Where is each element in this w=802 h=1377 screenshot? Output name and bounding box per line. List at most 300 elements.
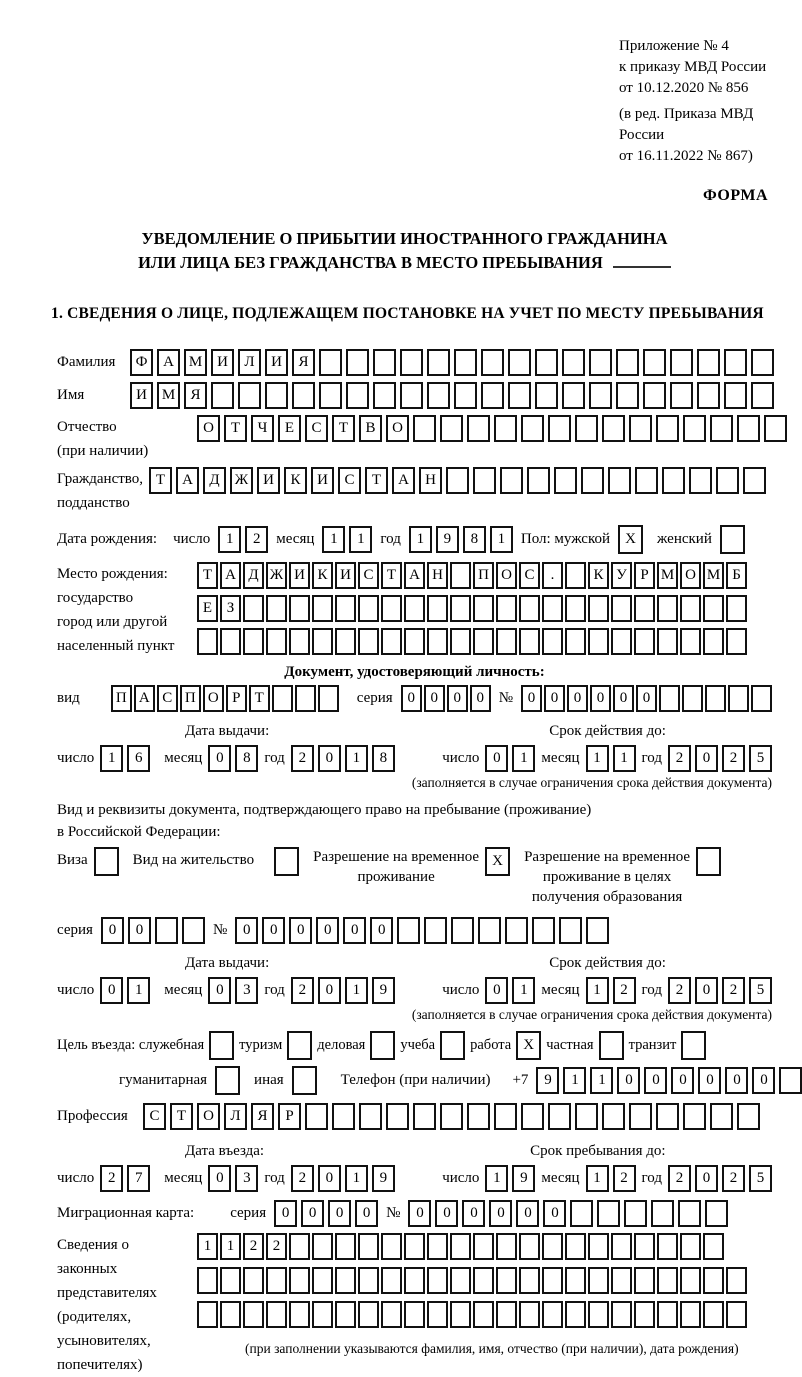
char-box[interactable] (634, 1233, 655, 1260)
char-box[interactable]: 1 (586, 1165, 609, 1192)
char-box[interactable] (450, 595, 471, 622)
char-box[interactable]: 0 (343, 917, 366, 944)
char-box[interactable] (400, 382, 423, 409)
char-box[interactable]: 0 (355, 1200, 378, 1227)
char-box[interactable]: 1 (218, 526, 241, 553)
char-box[interactable]: С (305, 415, 328, 442)
char-box[interactable] (496, 1301, 517, 1328)
char-box[interactable]: С (358, 562, 379, 589)
char-box[interactable]: К (312, 562, 333, 589)
char-box[interactable] (427, 628, 448, 655)
char-box[interactable] (532, 917, 555, 944)
char-box[interactable] (346, 349, 369, 376)
char-box[interactable] (559, 917, 582, 944)
char-box[interactable] (289, 628, 310, 655)
char-box[interactable]: 0 (447, 685, 468, 712)
char-box[interactable]: Я (184, 382, 207, 409)
char-box[interactable]: П (180, 685, 201, 712)
char-box[interactable] (312, 1267, 333, 1294)
char-box[interactable] (726, 1267, 747, 1294)
char-box[interactable] (565, 1267, 586, 1294)
char-box[interactable] (243, 1267, 264, 1294)
char-box[interactable] (726, 595, 747, 622)
char-box[interactable] (358, 1233, 379, 1260)
char-box[interactable]: 1 (613, 745, 636, 772)
char-box[interactable] (657, 628, 678, 655)
char-box[interactable] (689, 467, 712, 494)
char-box[interactable]: К (284, 467, 307, 494)
char-box[interactable] (238, 382, 261, 409)
char-box[interactable]: 0 (636, 685, 657, 712)
char-box[interactable] (413, 415, 436, 442)
char-box[interactable]: 2 (291, 977, 314, 1004)
char-box[interactable]: 0 (543, 1200, 566, 1227)
char-box[interactable]: Т (224, 415, 247, 442)
char-box[interactable] (496, 1267, 517, 1294)
char-box[interactable]: 0 (101, 917, 124, 944)
char-box[interactable] (312, 1301, 333, 1328)
char-box[interactable]: 1 (490, 526, 513, 553)
char-box[interactable] (716, 467, 739, 494)
char-box[interactable] (243, 1301, 264, 1328)
char-box[interactable] (370, 1031, 395, 1060)
char-box[interactable] (521, 415, 544, 442)
char-box[interactable] (197, 1267, 218, 1294)
char-box[interactable]: О (386, 415, 409, 442)
char-box[interactable]: И (211, 349, 234, 376)
char-box[interactable]: Р (634, 562, 655, 589)
char-box[interactable] (243, 628, 264, 655)
char-box[interactable]: Ж (266, 562, 287, 589)
char-box[interactable] (473, 628, 494, 655)
char-box[interactable] (737, 1103, 760, 1130)
char-box[interactable] (427, 349, 450, 376)
char-box[interactable]: 2 (291, 745, 314, 772)
char-box[interactable] (404, 595, 425, 622)
char-box[interactable] (220, 1267, 241, 1294)
char-box[interactable] (209, 1031, 234, 1060)
char-box[interactable]: Ж (230, 467, 253, 494)
char-box[interactable] (450, 562, 471, 589)
char-box[interactable]: 9 (372, 977, 395, 1004)
char-box[interactable] (703, 1233, 724, 1260)
char-box[interactable]: 3 (235, 1165, 258, 1192)
char-box[interactable]: Е (197, 595, 218, 622)
char-box[interactable]: 1 (590, 1067, 613, 1094)
char-box[interactable] (589, 349, 612, 376)
char-box[interactable]: 8 (463, 526, 486, 553)
char-box[interactable] (751, 349, 774, 376)
char-box[interactable]: О (680, 562, 701, 589)
char-box[interactable] (266, 628, 287, 655)
char-box[interactable] (295, 685, 316, 712)
char-box[interactable] (446, 467, 469, 494)
char-box[interactable] (602, 1103, 625, 1130)
char-box[interactable]: Т (197, 562, 218, 589)
char-box[interactable] (292, 382, 315, 409)
char-box[interactable]: 0 (289, 917, 312, 944)
char-box[interactable] (481, 382, 504, 409)
char-box[interactable] (473, 1233, 494, 1260)
char-box[interactable]: 0 (424, 685, 445, 712)
char-box[interactable]: 6 (127, 745, 150, 772)
char-box[interactable] (680, 1233, 701, 1260)
char-box[interactable] (624, 1200, 647, 1227)
char-box[interactable] (381, 595, 402, 622)
char-box[interactable] (527, 467, 550, 494)
char-box[interactable]: Я (251, 1103, 274, 1130)
char-box[interactable]: 2 (668, 745, 691, 772)
char-box[interactable] (440, 1103, 463, 1130)
char-box[interactable]: 2 (722, 745, 745, 772)
char-box[interactable] (481, 349, 504, 376)
char-box[interactable]: 1 (586, 745, 609, 772)
char-box[interactable] (197, 628, 218, 655)
char-box[interactable] (643, 382, 666, 409)
char-box[interactable]: 2 (266, 1233, 287, 1260)
char-box[interactable] (519, 1233, 540, 1260)
char-box[interactable]: А (392, 467, 415, 494)
char-box[interactable]: 0 (521, 685, 542, 712)
char-box[interactable]: 1 (220, 1233, 241, 1260)
char-box[interactable]: П (473, 562, 494, 589)
char-box[interactable] (681, 1031, 706, 1060)
char-box[interactable] (220, 1301, 241, 1328)
char-box[interactable] (450, 1267, 471, 1294)
char-box[interactable] (565, 1233, 586, 1260)
char-box[interactable] (542, 1233, 563, 1260)
char-box[interactable] (519, 628, 540, 655)
char-box[interactable]: 1 (197, 1233, 218, 1260)
char-box[interactable] (289, 1233, 310, 1260)
char-box[interactable]: И (130, 382, 153, 409)
char-box[interactable]: 0 (301, 1200, 324, 1227)
char-box[interactable]: Ф (130, 349, 153, 376)
char-box[interactable] (473, 1267, 494, 1294)
char-box[interactable] (548, 1103, 571, 1130)
char-box[interactable]: А (404, 562, 425, 589)
char-box[interactable]: 1 (563, 1067, 586, 1094)
char-box[interactable] (373, 349, 396, 376)
char-box[interactable] (332, 1103, 355, 1130)
char-box[interactable]: А (220, 562, 241, 589)
char-box[interactable]: 3 (235, 977, 258, 1004)
char-box[interactable] (318, 685, 339, 712)
char-box[interactable] (611, 1301, 632, 1328)
char-box[interactable] (548, 415, 571, 442)
char-box[interactable] (521, 1103, 544, 1130)
char-box[interactable] (305, 1103, 328, 1130)
char-box[interactable]: X (516, 1031, 541, 1060)
char-box[interactable] (588, 595, 609, 622)
char-box[interactable]: 0 (462, 1200, 485, 1227)
char-box[interactable] (542, 595, 563, 622)
char-box[interactable] (381, 1233, 402, 1260)
char-box[interactable] (751, 382, 774, 409)
char-box[interactable]: А (134, 685, 155, 712)
char-box[interactable] (535, 349, 558, 376)
char-box[interactable]: 0 (208, 977, 231, 1004)
char-box[interactable] (565, 628, 586, 655)
char-box[interactable] (508, 382, 531, 409)
char-box[interactable] (427, 1301, 448, 1328)
char-box[interactable]: 5 (749, 745, 772, 772)
char-box[interactable] (358, 595, 379, 622)
char-box[interactable]: 5 (749, 1165, 772, 1192)
char-box[interactable]: 2 (613, 1165, 636, 1192)
char-box[interactable] (404, 628, 425, 655)
char-box[interactable]: Р (226, 685, 247, 712)
char-box[interactable] (467, 415, 490, 442)
char-box[interactable]: Т (365, 467, 388, 494)
char-box[interactable] (400, 349, 423, 376)
char-box[interactable] (680, 1301, 701, 1328)
char-box[interactable] (643, 349, 666, 376)
char-box[interactable]: 0 (100, 977, 123, 1004)
char-box[interactable] (678, 1200, 701, 1227)
char-box[interactable] (450, 628, 471, 655)
char-box[interactable]: 0 (485, 745, 508, 772)
char-box[interactable]: . (542, 562, 563, 589)
char-box[interactable] (616, 349, 639, 376)
char-box[interactable] (312, 595, 333, 622)
char-box[interactable] (608, 467, 631, 494)
char-box[interactable] (611, 595, 632, 622)
char-box[interactable] (381, 1301, 402, 1328)
char-box[interactable]: В (359, 415, 382, 442)
char-box[interactable] (404, 1267, 425, 1294)
char-box[interactable] (289, 595, 310, 622)
char-box[interactable] (634, 628, 655, 655)
char-box[interactable] (508, 349, 531, 376)
char-box[interactable] (657, 1267, 678, 1294)
char-box[interactable]: 1 (409, 526, 432, 553)
char-box[interactable] (500, 467, 523, 494)
char-box[interactable]: Т (170, 1103, 193, 1130)
char-box[interactable]: 0 (128, 917, 151, 944)
char-box[interactable] (597, 1200, 620, 1227)
char-box[interactable] (197, 1301, 218, 1328)
char-box[interactable]: С (338, 467, 361, 494)
char-box[interactable]: 0 (328, 1200, 351, 1227)
char-box[interactable] (705, 685, 726, 712)
char-box[interactable]: М (657, 562, 678, 589)
char-box[interactable] (335, 595, 356, 622)
char-box[interactable]: 2 (243, 1233, 264, 1260)
char-box[interactable] (703, 595, 724, 622)
char-box[interactable]: 0 (489, 1200, 512, 1227)
char-box[interactable] (720, 525, 745, 554)
char-box[interactable]: Н (427, 562, 448, 589)
char-box[interactable] (703, 1267, 724, 1294)
char-box[interactable] (657, 1301, 678, 1328)
char-box[interactable] (289, 1267, 310, 1294)
char-box[interactable] (427, 382, 450, 409)
char-box[interactable] (454, 349, 477, 376)
char-box[interactable]: А (176, 467, 199, 494)
char-box[interactable] (634, 1267, 655, 1294)
char-box[interactable] (710, 1103, 733, 1130)
char-box[interactable] (289, 1301, 310, 1328)
char-box[interactable]: Т (381, 562, 402, 589)
char-box[interactable]: И (289, 562, 310, 589)
char-box[interactable] (588, 1233, 609, 1260)
char-box[interactable] (751, 685, 772, 712)
char-box[interactable] (565, 595, 586, 622)
char-box[interactable]: 1 (512, 977, 535, 1004)
char-box[interactable]: С (157, 685, 178, 712)
char-box[interactable] (656, 1103, 679, 1130)
char-box[interactable] (266, 1267, 287, 1294)
char-box[interactable] (358, 1267, 379, 1294)
char-box[interactable]: 1 (485, 1165, 508, 1192)
char-box[interactable]: Л (224, 1103, 247, 1130)
char-box[interactable] (726, 628, 747, 655)
char-box[interactable] (94, 847, 119, 876)
char-box[interactable]: 2 (291, 1165, 314, 1192)
char-box[interactable]: П (111, 685, 132, 712)
char-box[interactable] (440, 415, 463, 442)
char-box[interactable]: М (703, 562, 724, 589)
char-box[interactable] (680, 1267, 701, 1294)
char-box[interactable]: 0 (695, 1165, 718, 1192)
char-box[interactable] (373, 382, 396, 409)
char-box[interactable]: 0 (752, 1067, 775, 1094)
char-box[interactable] (586, 917, 609, 944)
char-box[interactable] (599, 1031, 624, 1060)
char-box[interactable] (542, 628, 563, 655)
char-box[interactable]: 1 (512, 745, 535, 772)
char-box[interactable] (697, 349, 720, 376)
char-box[interactable] (683, 415, 706, 442)
char-box[interactable] (705, 1200, 728, 1227)
char-box[interactable]: 8 (372, 745, 395, 772)
char-box[interactable]: Ч (251, 415, 274, 442)
char-box[interactable] (346, 382, 369, 409)
char-box[interactable] (743, 467, 766, 494)
char-box[interactable]: 0 (725, 1067, 748, 1094)
char-box[interactable] (629, 415, 652, 442)
char-box[interactable] (427, 1233, 448, 1260)
char-box[interactable]: 7 (127, 1165, 150, 1192)
char-box[interactable]: 2 (100, 1165, 123, 1192)
char-box[interactable] (562, 349, 585, 376)
char-box[interactable]: 0 (408, 1200, 431, 1227)
char-box[interactable] (519, 1301, 540, 1328)
char-box[interactable] (542, 1267, 563, 1294)
char-box[interactable] (728, 685, 749, 712)
char-box[interactable] (680, 595, 701, 622)
char-box[interactable]: О (203, 685, 224, 712)
char-box[interactable] (473, 595, 494, 622)
char-box[interactable]: И (265, 349, 288, 376)
char-box[interactable] (588, 1301, 609, 1328)
char-box[interactable]: М (157, 382, 180, 409)
char-box[interactable] (287, 1031, 312, 1060)
char-box[interactable] (404, 1233, 425, 1260)
char-box[interactable] (710, 415, 733, 442)
char-box[interactable] (505, 917, 528, 944)
char-box[interactable]: С (143, 1103, 166, 1130)
char-box[interactable]: 1 (345, 1165, 368, 1192)
char-box[interactable] (386, 1103, 409, 1130)
char-box[interactable] (697, 382, 720, 409)
char-box[interactable] (629, 1103, 652, 1130)
char-box[interactable]: 0 (370, 917, 393, 944)
char-box[interactable]: И (335, 562, 356, 589)
char-box[interactable] (724, 349, 747, 376)
char-box[interactable] (215, 1066, 240, 1095)
char-box[interactable]: 0 (695, 977, 718, 1004)
char-box[interactable] (266, 595, 287, 622)
char-box[interactable]: 0 (274, 1200, 297, 1227)
char-box[interactable]: М (184, 349, 207, 376)
char-box[interactable] (404, 1301, 425, 1328)
char-box[interactable] (496, 628, 517, 655)
char-box[interactable]: 0 (485, 977, 508, 1004)
char-box[interactable]: 9 (536, 1067, 559, 1094)
char-box[interactable]: X (618, 525, 643, 554)
char-box[interactable]: 0 (698, 1067, 721, 1094)
char-box[interactable] (724, 382, 747, 409)
char-box[interactable] (274, 847, 299, 876)
char-box[interactable] (312, 628, 333, 655)
char-box[interactable] (450, 1301, 471, 1328)
char-box[interactable]: 2 (668, 977, 691, 1004)
char-box[interactable] (519, 1267, 540, 1294)
char-box[interactable] (450, 1233, 471, 1260)
char-box[interactable]: 9 (436, 526, 459, 553)
char-box[interactable] (427, 595, 448, 622)
char-box[interactable]: 9 (512, 1165, 535, 1192)
char-box[interactable] (696, 847, 721, 876)
char-box[interactable] (312, 1233, 333, 1260)
char-box[interactable] (319, 382, 342, 409)
char-box[interactable]: Т (149, 467, 172, 494)
char-box[interactable] (473, 1301, 494, 1328)
char-box[interactable] (519, 595, 540, 622)
char-box[interactable]: Т (332, 415, 355, 442)
char-box[interactable] (611, 628, 632, 655)
char-box[interactable]: К (588, 562, 609, 589)
char-box[interactable]: 0 (316, 917, 339, 944)
char-box[interactable] (680, 628, 701, 655)
char-box[interactable] (657, 595, 678, 622)
char-box[interactable]: 0 (590, 685, 611, 712)
char-box[interactable]: 1 (345, 745, 368, 772)
char-box[interactable] (335, 1267, 356, 1294)
char-box[interactable] (381, 1267, 402, 1294)
char-box[interactable] (634, 1301, 655, 1328)
char-box[interactable]: 2 (722, 977, 745, 1004)
char-box[interactable] (682, 685, 703, 712)
char-box[interactable]: Т (249, 685, 270, 712)
char-box[interactable]: А (157, 349, 180, 376)
char-box[interactable] (764, 415, 787, 442)
char-box[interactable]: 0 (695, 745, 718, 772)
char-box[interactable] (616, 382, 639, 409)
char-box[interactable]: 1 (322, 526, 345, 553)
char-box[interactable] (292, 1066, 317, 1095)
char-box[interactable]: О (197, 1103, 220, 1130)
char-box[interactable] (427, 1267, 448, 1294)
char-box[interactable] (413, 1103, 436, 1130)
char-box[interactable]: 0 (644, 1067, 667, 1094)
char-box[interactable]: X (485, 847, 510, 876)
char-box[interactable]: 0 (671, 1067, 694, 1094)
char-box[interactable] (182, 917, 205, 944)
char-box[interactable] (570, 1200, 593, 1227)
